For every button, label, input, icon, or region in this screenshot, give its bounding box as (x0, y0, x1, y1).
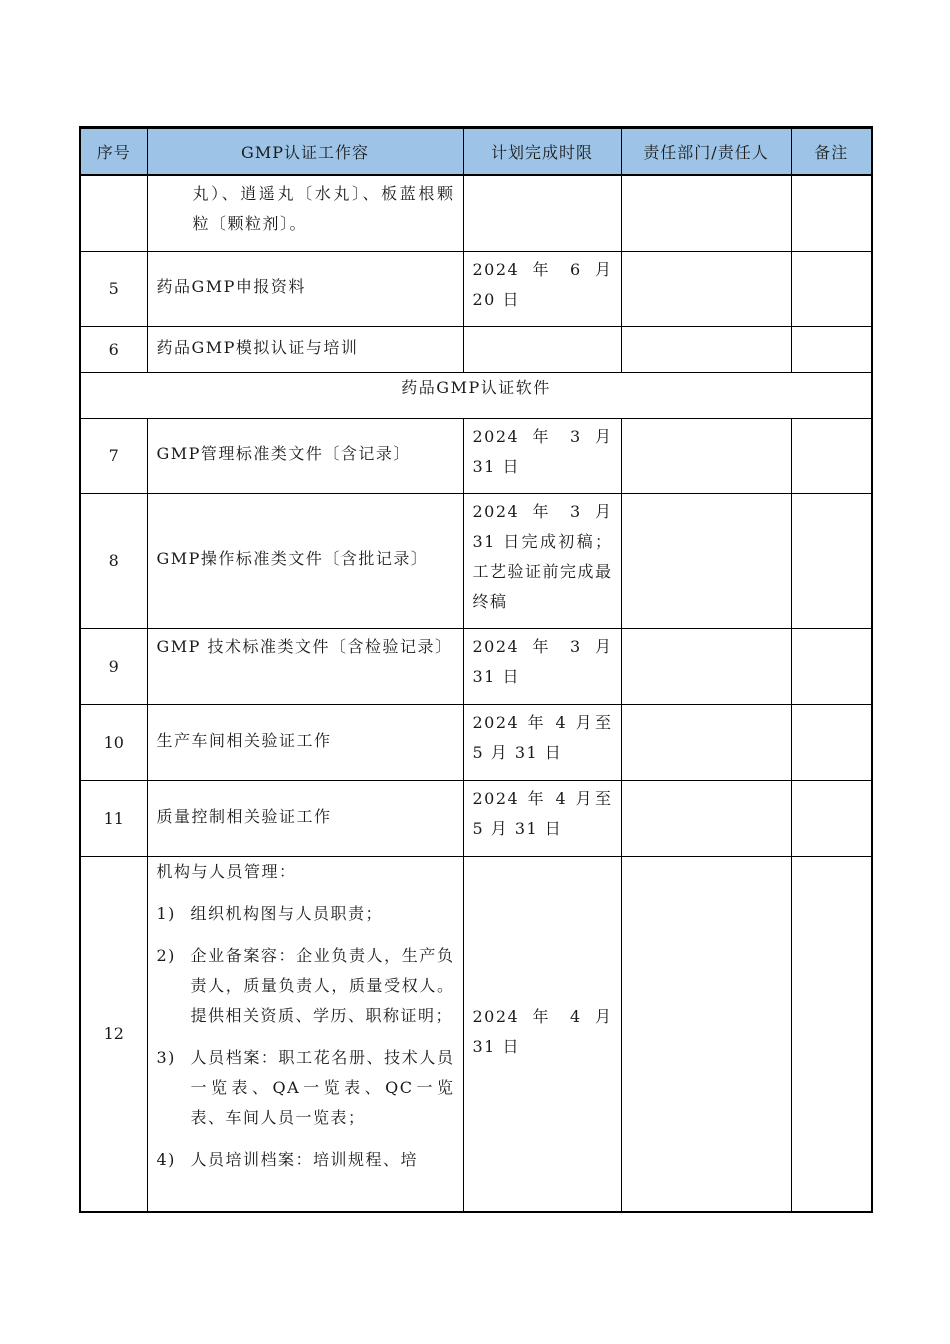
table-row (80, 251, 872, 326)
row-num: 6 (80, 326, 147, 372)
row-content: GMP管理标准类文件〔含记录〕 (147, 418, 463, 493)
header-deadline: 计划完成时限 (463, 128, 621, 176)
row-owner (621, 418, 791, 493)
table-row (80, 856, 872, 1212)
row-content: GMP 技术标准类文件〔含检验记录〕 (147, 628, 463, 704)
header-num: 序号 (80, 128, 147, 176)
list-text: 人员培训档案：培训规程、培 (190, 1149, 419, 1169)
row-owner (621, 175, 791, 251)
row-owner (621, 493, 791, 628)
row-owner (621, 628, 791, 704)
list-marker: 3) (156, 1047, 176, 1067)
row-num: 11 (80, 780, 147, 856)
row-content (147, 856, 463, 1212)
row-content: 质量控制相关验证工作 (147, 780, 463, 856)
header-note: 备注 (791, 128, 872, 176)
list-marker: 2) (156, 945, 176, 965)
row-note (791, 780, 872, 856)
table-row (80, 628, 872, 704)
row-content: 生产车间相关验证工作 (147, 704, 463, 780)
table-row (80, 704, 872, 780)
row-owner (621, 251, 791, 326)
row-num: 5 (80, 251, 147, 326)
row-note (791, 856, 872, 1212)
row-deadline (463, 175, 621, 251)
list-text: 组织机构图与人员职责； (190, 903, 384, 923)
row-note (791, 175, 872, 251)
list-text: 人员档案：职工花名册、技术人员一览表、QA一览表、QC一览表、车间人员一览表； (190, 1047, 455, 1127)
header-row (80, 128, 872, 176)
row-note (791, 418, 872, 493)
table-row (80, 493, 872, 628)
row-content: 药品GMP模拟认证与培训 (147, 326, 463, 372)
row-deadline: 2024 年 6 月 20 日 (463, 251, 621, 326)
list-item (157, 1043, 455, 1133)
row-num: 10 (80, 704, 147, 780)
row-note (791, 628, 872, 704)
list-item (157, 899, 455, 929)
row-deadline: 2024 年 3 月 31 日完成初稿；工艺验证前完成最终稿 (463, 493, 621, 628)
row-num: 9 (80, 628, 147, 704)
row-deadline: 2024 年 3 月 31 日 (463, 628, 621, 704)
row-num: 12 (80, 856, 147, 1212)
row-deadline: 2024 年 4 月至 5 月 31 日 (463, 780, 621, 856)
table-row (80, 418, 872, 493)
row-num: 8 (80, 493, 147, 628)
row-note (791, 326, 872, 372)
table-row (80, 326, 872, 372)
list-text: 企业备案容：企业负责人，生产负责人，质量负责人，质量受权人。提供相关资质、学历、职称证明； (190, 945, 455, 1025)
gmp-plan-table (79, 126, 873, 1213)
row-owner (621, 326, 791, 372)
row-deadline (463, 326, 621, 372)
table-row (80, 175, 872, 251)
row-deadline: 2024 年 4 月至 5 月 31 日 (463, 704, 621, 780)
list-marker: 4) (156, 1149, 176, 1169)
section-row (80, 372, 872, 418)
header-content: GMP认证工作容 (147, 128, 463, 176)
list-item (157, 941, 455, 1031)
row-num (80, 175, 147, 251)
row-note (791, 704, 872, 780)
list-marker: 1) (156, 903, 176, 923)
row-owner (621, 780, 791, 856)
row-num: 7 (80, 418, 147, 493)
row-content: GMP操作标准类文件〔含批记录〕 (147, 493, 463, 628)
row-deadline: 2024 年 3 月 31 日 (463, 418, 621, 493)
table-row (80, 780, 872, 856)
content-intro: 机构与人员管理： (156, 861, 297, 881)
row-note (791, 493, 872, 628)
row-owner (621, 856, 791, 1212)
section-title: 药品GMP认证软件 (80, 372, 872, 418)
header-owner: 责任部门/责任人 (621, 128, 791, 176)
row-content: 丸）、逍遥丸〔水丸〕、板蓝根颗粒〔颗粒剂〕。 (147, 175, 463, 251)
row-note (791, 251, 872, 326)
row-deadline: 2024 年 4 月 31 日 (463, 856, 621, 1212)
row-content: 药品GMP申报资料 (147, 251, 463, 326)
list-item (157, 1145, 455, 1175)
row-owner (621, 704, 791, 780)
